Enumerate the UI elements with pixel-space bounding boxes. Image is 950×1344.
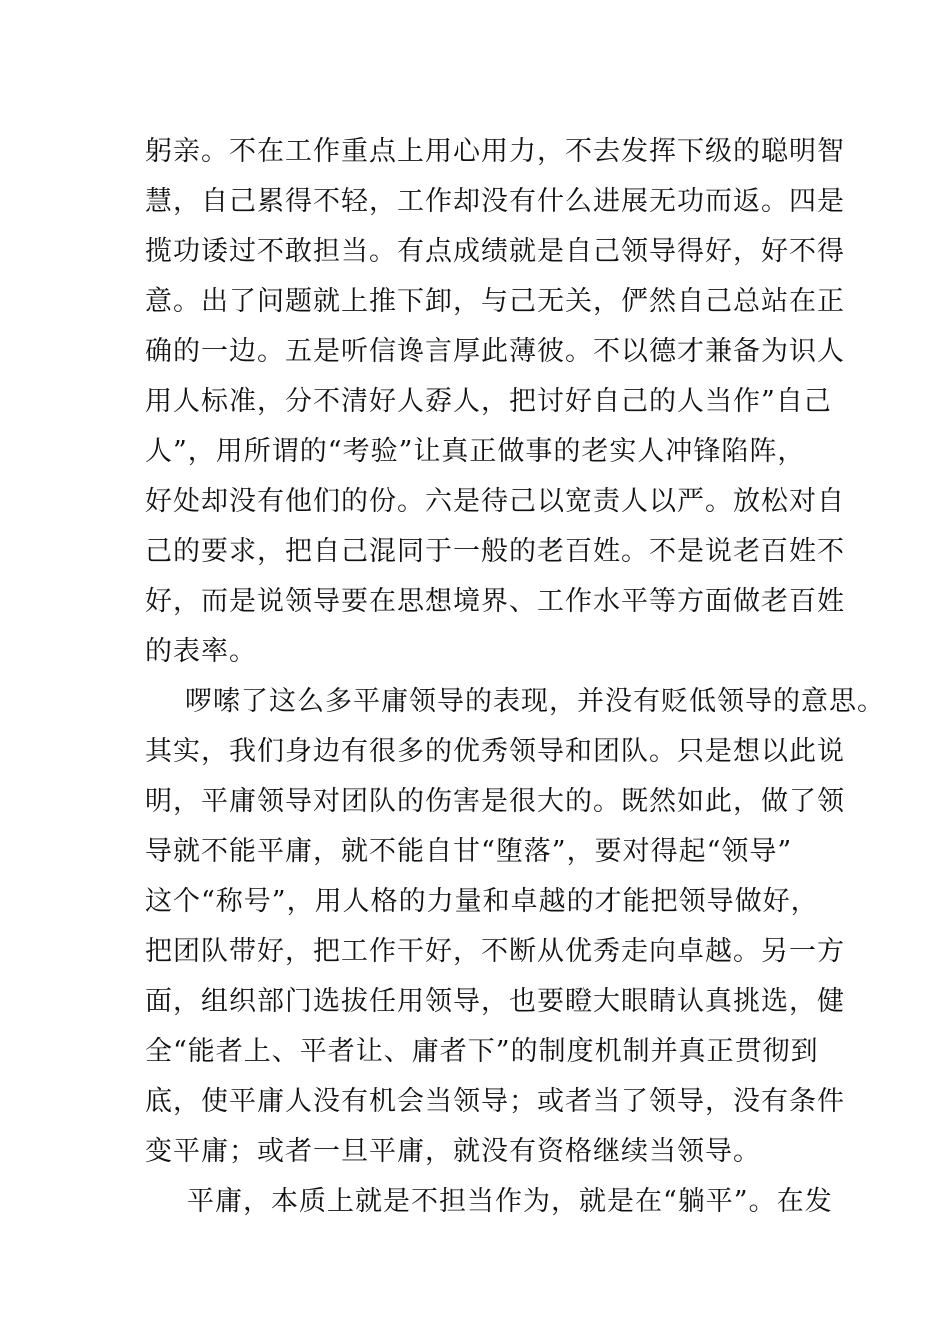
text-line: 其实，我们身边有很多的优秀领导和团队。只是想以此说 <box>145 736 845 767</box>
text-line: 变平庸；或者一旦平庸，就没有资格继续当领导。 <box>145 1136 761 1167</box>
text-line: 确的一边。五是听信谗言厚此薄彼。不以德才兼备为识人 <box>145 336 845 367</box>
text-line: 人”，用所谓的“考验”让真正做事的老实人冲锋陷阵， <box>145 436 806 467</box>
text-line: 明，平庸领导对团队的伤害是很大的。既然如此，做了领 <box>145 786 845 817</box>
text-line: 的表率。 <box>145 636 257 667</box>
text-line: 底，使平庸人没有机会当领导；或者当了领导，没有条件 <box>145 1086 845 1117</box>
text-line: 全“能者上、平者让、庸者下”的制度机制并真正贯彻到 <box>145 1036 819 1067</box>
text-line: 己的要求，把自己混同于一般的老百姓。不是说老百姓不 <box>145 536 845 567</box>
text-line: 意。出了问题就上推下卸，与己无关，俨然自己总站在正 <box>145 286 845 317</box>
text-line: 用人标准，分不清好人孬人，把讨好自己的人当作”自己 <box>145 386 832 417</box>
text-line: 躬亲。不在工作重点上用心用力，不去发挥下级的聪明智 <box>145 136 845 167</box>
text-line: 好，而是说领导要在思想境界、工作水平等方面做老百姓 <box>145 586 845 617</box>
text-line: 揽功诿过不敢担当。有点成绩就是自己领导得好，好不得 <box>145 236 845 267</box>
text-line: 这个“称号”，用人格的力量和卓越的才能把领导做好， <box>145 886 819 917</box>
text-line: 把团队带好，把工作干好，不断从优秀走向卓越。另一方 <box>145 936 845 967</box>
text-line: 好处却没有他们的份。六是待己以宽责人以严。放松对自 <box>145 486 845 517</box>
paragraph-first-line: 平庸，本质上就是不担当作为，就是在“躺平”。在发 <box>187 1186 833 1217</box>
text-line: 慧，自己累得不轻，工作却没有什么进展无功而返。四是 <box>145 186 845 217</box>
paragraph-first-line: 啰嗦了这么多平庸领导的表现，并没有贬低领导的意思。 <box>185 686 885 717</box>
text-line: 导就不能平庸，就不能自甘“堕落”，要对得起“领导” <box>145 836 793 867</box>
text-line: 面，组织部门选拔任用领导，也要瞪大眼睛认真挑选，健 <box>145 986 845 1017</box>
